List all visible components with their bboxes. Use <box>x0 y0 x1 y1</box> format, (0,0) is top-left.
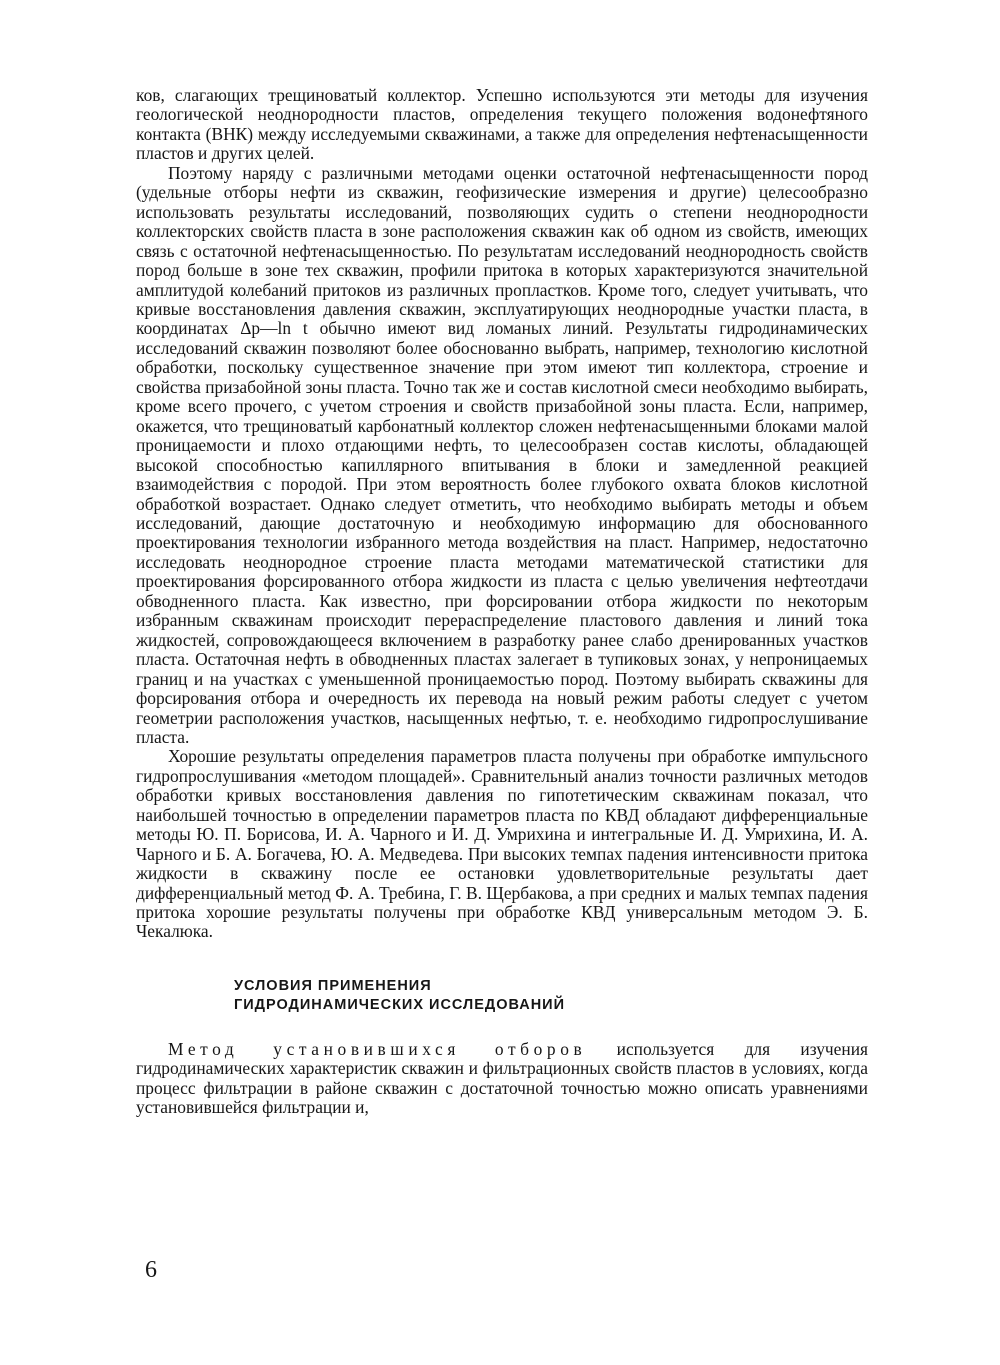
paragraph-continued: ков, слагающих трещиноватый коллектор. Успешно используются эти методы для изучения геологической неоднородности пластов, определения текущего положения водонефтяного контакта (ВНК) между исследуемыми скважинами, а также для определения нефтенасыщенности пластов и других целей. <box>136 85 868 164</box>
spaced-lead-term: Метод установившихся отборов <box>168 1038 587 1059</box>
page-number: 6 <box>145 1257 157 1283</box>
paragraph-processing-methods: Хорошие результаты определения параметров пласта получены при обработке импульсного гидропрослушивания «методом площадей». Сравнительный анализ точности различных методов обработки кривых восстановления давления по гипотетическим скважинам показал, что наибольшей точностью в определении параметров пласта по КВД обладают дифференциальные методы Ю. П. Борисова, И. А. Чарного и И. Д. Умрихина и интегральные И. Д. Умрихина, И. А. Чарного и Б. А. Богачева, Ю. А. Медведева. При высоких темпах падения интенсивности притока жидкости в скважину после ее остановки удовлетворительные результаты дает дифференциальный метод Ф. А. Требина, Г. В. Щербакова, а при средних и малых темпах падения притока хорошие результаты получены при обработке КВД универсальным методом Э. Б. Чекалюка. <box>136 746 869 942</box>
section-heading-line-2: ГИДРОДИНАМИЧЕСКИХ ИССЛЕДОВАНИЙ <box>234 996 566 1013</box>
section-heading <box>234 977 868 1015</box>
section-heading-line-1: УСЛОВИЯ ПРИМЕНЕНИЯ <box>234 977 432 994</box>
paragraph-steady-state-method <box>136 1040 868 1118</box>
paragraph-steady-state-text: используется для изучения гидродинамических характеристик скважин и фильтрационных свойств пластов в условиях, когда процесс фильтрации в районе скважин с достаточной точностью можно описать уравнениями установившейся фильтрации и, <box>136 1038 869 1118</box>
page-body <box>136 86 868 1118</box>
paragraph-residual-oil: Поэтому наряду с различными методами оценки остаточной нефтенасыщенности пород (удельные отборы нефти из скважин, геофизические измерения и другие) целесообразно использовать результаты исследований, позволяющих судить о степени неоднородности коллекторских свойств пласта в зоне расположения скважин как об одном из свойств, имеющих связь с остаточной нефтенасыщенностью. По результатам исследований неоднородность свойств пород больше в зоне тех скважин, профили притока в которых характеризуются значительной амплитудой колебаний притоков из различных пропластков. Кроме того, следует учитывать, что кривые восстановления давления скважин, эксплуатирующих неоднородные участки пласта, в координатах Δp—ln t обычно имеют вид ломаных линий. Результаты гидродинамических исследований скважин позволяют более обоснованно выбрать, например, технологию кислотной обработки, поскольку существенное значение при этом имеют тип коллектора, строение и свойства призабойной зоны пласта. Точно так же и состав кислотной смеси необходимо выбирать, кроме всего прочего, с учетом строения и свойств призабойной зоны пласта. Если, например, окажется, что трещиноватый карбонатный коллектор сложен нефтенасыщенными блоками малой проницаемости и плохо отдающими нефть, то целесообразен состав кислоты, обладающей высокой способностью капиллярного впитывания в блоки и замедленной реакцией взаимодействия с породой. При этом вероятность более глубокого охвата блоков кислотной обработкой возрастает. Однако следует отметить, что необходимо выбирать методы и объем исследований, дающие достаточную и необходимую информацию для обоснованного проектирования технологии избранного метода воздействия на пласт. Например, недостаточно исследовать неоднородное строение пласта методами математической статистики для проектирования форсированного отбора жидкости из пласта с целью увеличения нефтеотдачи обводненного пласта. Как известно, при форсировании отбора жидкости по некоторым избранным скважинам происходит перераспределение пластового давления и линий тока жидкостей, сопровождающееся включением в разработку ранее слабо дренированных участков пласта. Остаточная нефть в обводненных пластах залегает в тупиковых зонах, у непроницаемых границ и на участках с уменьшенной проницаемостью пород. Поэтому выбирать скважины для форсирования отбора и очередность их перевода на новый режим работы следует с учетом геометрии расположения участков, насыщенных нефтью, т. е. необходимо гидропрослушивание пласта. <box>136 162 868 747</box>
